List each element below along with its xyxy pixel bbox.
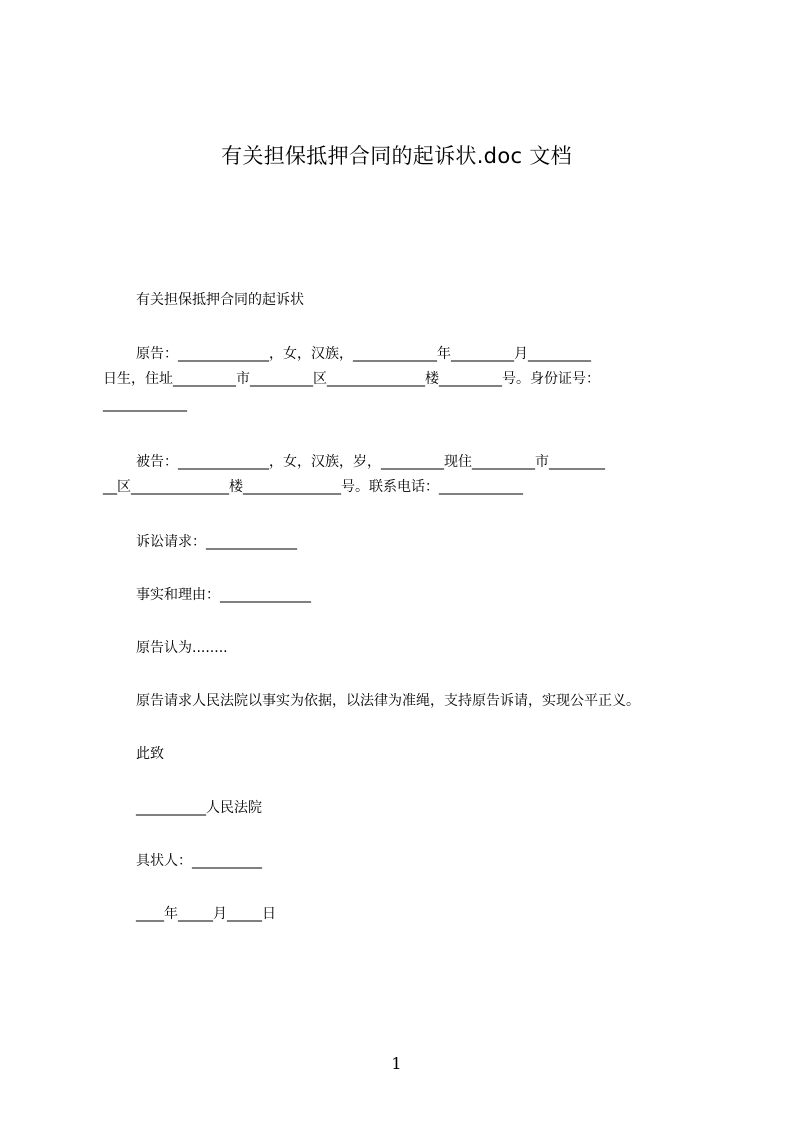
date-line: ____年_____月_____日	[136, 906, 276, 922]
court-line: __________人民法院	[136, 800, 262, 816]
page-title: 有关担保抵押合同的起诉状.doc 文档	[221, 144, 572, 168]
plaintiff-line-2: 日生，住址_________市_________区______________楼_________号。身份证号：	[103, 371, 600, 387]
claims-line: 诉讼请求：_____________	[136, 534, 297, 550]
facts-line: 事实和理由：_____________	[136, 587, 311, 603]
defendant-section	[103, 450, 709, 500]
plaintiff-line-1: 原告：_____________，女，汉族，____________年_________月_________	[136, 346, 591, 362]
plaintiff-line-3: ____________	[103, 396, 187, 412]
defendant-line-2: __区______________楼______________号。联系电话：____________	[103, 479, 523, 495]
defendant-line-1: 被告：_____________，女，汉族，岁，_________现住_________市________	[136, 454, 605, 470]
plaintiff-section	[103, 342, 709, 417]
plaintiff-opinion-line: 原告认为........	[136, 640, 228, 656]
document-heading: 有关担保抵押合同的起诉状	[136, 292, 304, 308]
signer-line: 具状人：__________	[136, 853, 262, 869]
salutation-line: 此致	[136, 746, 164, 762]
request-line: 原告请求人民法院以事实为依据，以法律为准绳，支持原告诉请，实现公平正义。	[136, 693, 640, 709]
page-number: 1	[391, 1054, 402, 1073]
